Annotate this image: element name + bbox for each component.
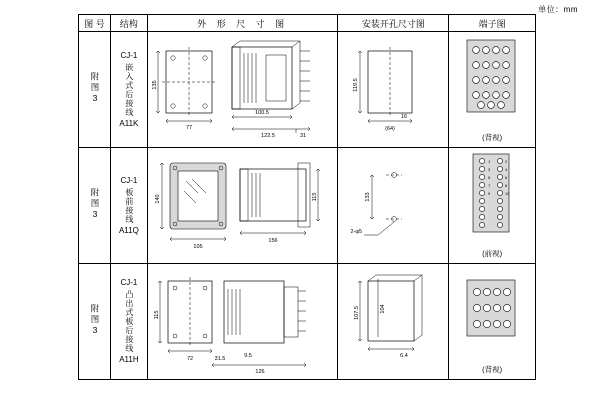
row2-install-cell (338, 148, 449, 264)
svg-text:4: 4 (505, 167, 508, 172)
row2-dim-105: 105 (193, 244, 203, 250)
row2-install-drawing (338, 149, 446, 262)
row1-outline-drawing (148, 33, 336, 146)
header-cell-terminal: 端子图 (449, 15, 536, 32)
svg-text:8: 8 (505, 183, 508, 188)
row3-dim-315: 31.5 (214, 356, 226, 362)
row3-code-top: CJ-1 (120, 278, 138, 287)
row2-terminal-wrap (449, 148, 535, 263)
row3-install-dim-104: 104 (380, 304, 387, 314)
row1-install-dim-1195: 119.5 (353, 78, 360, 92)
row2-install-dim-133: 133 (365, 192, 372, 202)
table-row (79, 264, 536, 380)
row3-install-drawing (338, 265, 446, 378)
row3-terminal-cell (449, 264, 536, 380)
row1-install-cell (338, 32, 449, 148)
row2-dim-140: 140 (154, 194, 161, 204)
row1-terminal-cell (449, 32, 536, 148)
row3-outline-drawing (148, 265, 336, 378)
row2-code-bottom: A11Q (118, 225, 139, 235)
row1-install-drawing (338, 33, 446, 146)
svg-text:10: 10 (505, 191, 510, 196)
header-cell-install: 安装开孔尺寸图 (338, 15, 449, 32)
unit-note: 单位：mm (538, 5, 578, 14)
row1-structure-mid: 嵌入式后接线 (124, 62, 134, 117)
row1-dim-1005: 100.5 (254, 110, 269, 116)
row2-outline-cell (147, 148, 338, 264)
row1-dim-77: 77 (185, 125, 192, 131)
row1-install-dim-16: 16 (401, 114, 408, 120)
row1-code-top: CJ-1 (120, 50, 138, 60)
spec-table (78, 14, 536, 380)
row2-code-top: CJ-1 (120, 175, 138, 185)
header-cell-no: 图 号 (79, 15, 111, 32)
row1-terminal-caption: (背视) (482, 133, 503, 142)
table-row (79, 32, 536, 148)
svg-text:7: 7 (488, 183, 491, 188)
row3-no-cell (79, 264, 111, 380)
svg-text:1: 1 (488, 159, 491, 164)
row2-terminal-cell (449, 148, 536, 264)
row1-dim-135: 135 (151, 80, 158, 90)
table-header-row (79, 15, 536, 32)
row3-terminal-caption: (背视) (482, 365, 503, 374)
row3-figure-no: 附图3 (90, 303, 101, 337)
row2-figure-no: 附图3 (90, 187, 101, 221)
row2-terminal-diagram (449, 148, 533, 248)
row3-outline-cell (147, 264, 338, 380)
row3-terminal-wrap (449, 264, 535, 379)
row3-code-bottom: A11H (119, 355, 139, 364)
row1-figure-no: 附图3 (90, 71, 101, 105)
svg-text:9: 9 (488, 191, 491, 196)
row2-no-cell (79, 148, 111, 264)
row1-code-bottom: A11K (119, 118, 139, 128)
row1-install-dim-64: (64) (385, 126, 396, 132)
row3-structure-cell (111, 264, 148, 380)
svg-text:6: 6 (505, 175, 508, 180)
row3-install-cell (338, 264, 449, 380)
row2-install-dim-2phi5: 2-φ5 (350, 229, 363, 235)
row3-install-dim-64: 6.4 (400, 353, 409, 359)
row3-terminal-diagram (449, 264, 533, 364)
svg-text:5: 5 (488, 175, 491, 180)
header-cell-structure: 结构 (111, 15, 148, 32)
header-cell-outline: 外 形 尺 寸 图 (147, 15, 338, 32)
row1-terminal-wrap (449, 32, 535, 147)
row3-install-dim-1075: 107.5 (354, 306, 361, 320)
row2-outline-drawing (148, 149, 336, 262)
row1-dim-1225: 122.5 (260, 133, 275, 139)
row1-outline-cell (147, 32, 338, 148)
row3-dim-126: 126 (255, 369, 265, 375)
row1-structure-cell (111, 32, 148, 148)
row2-dim-156: 156 (268, 238, 278, 244)
row2-structure-cell (111, 148, 148, 264)
row2-terminal-caption: (前视) (482, 249, 503, 258)
row3-dim-95: 9.5 (243, 353, 252, 359)
row1-no-cell (79, 32, 111, 148)
row2-structure-mid: 板前接线 (124, 187, 134, 224)
row1-dim-31: 31 (299, 133, 306, 139)
row3-dim-72: 72 (186, 356, 193, 362)
table-row (79, 148, 536, 264)
svg-text:2: 2 (505, 159, 508, 164)
row3-structure-mid: 凸出式板后接线 (124, 290, 134, 353)
row2-dim-115: 115 (311, 192, 318, 202)
svg-text:3: 3 (488, 167, 491, 172)
row3-dim-115: 115 (153, 310, 160, 320)
row1-terminal-diagram (449, 32, 533, 132)
